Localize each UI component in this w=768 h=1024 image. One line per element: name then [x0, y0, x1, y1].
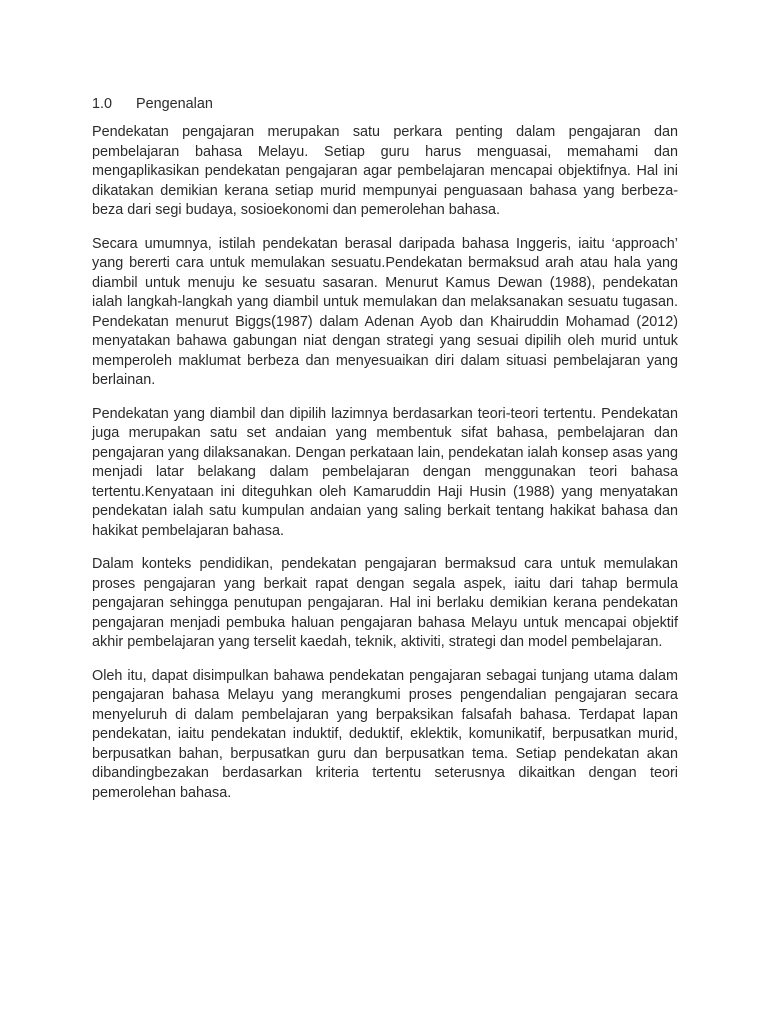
- section-heading: [92, 94, 678, 114]
- document-page: [92, 94, 678, 817]
- paragraph-3: Pendekatan yang diambil dan dipilih lazimnya berdasarkan teori-teori tertentu. Pendekatan juga merupakan satu set andaian yang membentuk sifat bahasa, pembelajaran dan pengajaran yang dilaksanakan. Dengan perkataan lain, pendekatan ialah konsep asas yang menjadi latar belakang dalam pembelajaran dengan menggunakan teori bahasa tertentu.Kenyataan ini diteguhkan oleh Kamaruddin Haji Husin (1988) yang menyatakan pendekatan ialah satu kumpulan andaian yang saling berkait tentang hakikat bahasa dan hakikat pembelajaran bahasa.: [92, 405, 678, 539]
- section-title: Pengenalan: [136, 96, 213, 112]
- paragraph-2: Secara umumnya, istilah pendekatan berasal daripada bahasa Inggeris, iaitu ‘approach’ yang bererti cara untuk memulakan sesuatu.Pendekatan bermaksud arah atau hala yang diambil untuk menuju ke sesuatu sasaran. Menurut Kamus Dewan (1988), pendekatan ialah langkah-langkah yang diambil untuk memulakan dan melaksanakan sesuatu tugasan. Pendekatan menurut Biggs(1987) dalam Adenan Ayob dan Khairuddin Mohamad (2012) menyatakan bahawa gabungan niat dengan strategi yang sesuai dipilih oleh murid untuk memperoleh maklumat berbeza dan menyesuaikan diri dalam situasi pembelajaran yang berlainan.: [92, 235, 678, 388]
- paragraph-5: Oleh itu, dapat disimpulkan bahawa pendekatan pengajaran sebagai tunjang utama dalam pengajaran bahasa Melayu yang merangkumi proses pengendalian pengajaran secara menyeluruh di dalam pembelajaran yang berpaksikan falsafah bahasa. Terdapat lapan pendekatan, iaitu pendekatan induktif, deduktif, eklektik, komunikatif, berpusatkan murid, berpusatkan bahan, berpusatkan guru dan berpusatkan tema. Setiap pendekatan akan dibandingbezakan berdasarkan kriteria tertentu seterusnya dikaitkan dengan teori pemerolehan bahasa.: [92, 667, 678, 801]
- paragraph-4: Dalam konteks pendidikan, pendekatan pengajaran bermaksud cara untuk memulakan proses pengajaran yang berkait rapat dengan segala aspek, iaitu dari tahap bermula pengajaran sehingga penutupan pengajaran. Hal ini berlaku demikian kerana pendekatan pengajaran menjadi pembuka haluan pengajaran bahasa Melayu untuk mencapai objektif akhir pembelajaran yang terselit kaedah, teknik, aktiviti, strategi dan model pembelajaran.: [92, 556, 678, 650]
- section-number: 1.0: [92, 96, 113, 112]
- paragraph-1: Pendekatan pengajaran merupakan satu perkara penting dalam pengajaran dan pembelajaran bahasa Melayu. Setiap guru harus menguasai, memahami dan mengaplikasikan pendekatan pengajaran agar pembelajaran mencapai objektifnya. Hal ini dikatakan demikian kerana setiap murid mempunyai penguasaan bahasa yang berbeza-beza dari segi budaya, sosioekonomi dan pemerolehan bahasa.: [92, 124, 678, 218]
